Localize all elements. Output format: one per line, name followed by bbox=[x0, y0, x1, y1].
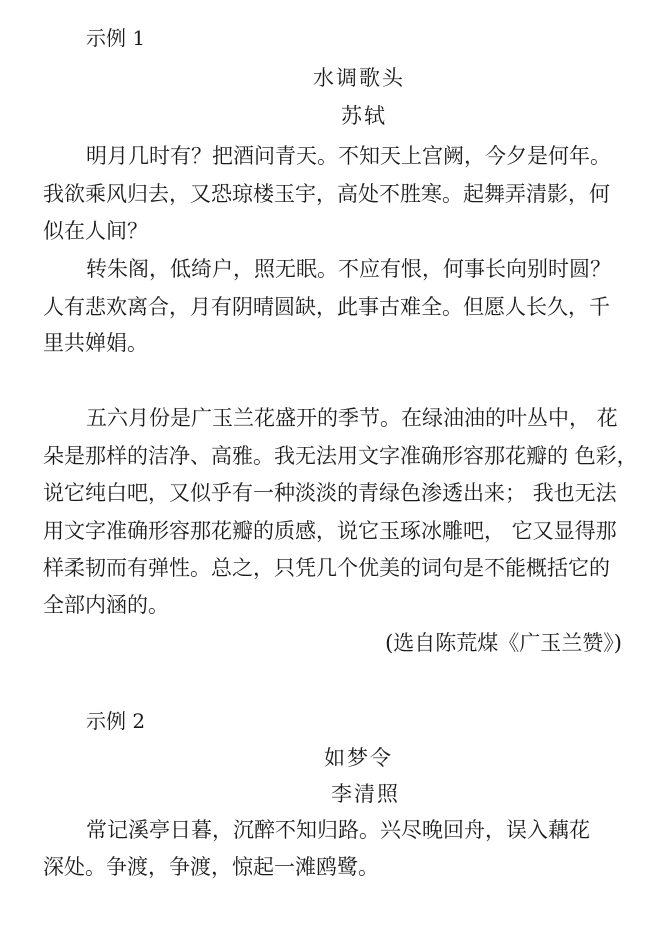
stanza2-line-2: 人有悲欢离合，月有阴晴圆缺，此事古难全。但愿人长久，千 bbox=[43, 295, 610, 319]
poem2-line-2: 深处。争渡，争渡，惊起一滩鸥鹭。 bbox=[43, 855, 379, 879]
prose-line-1: 五六月份是广玉兰花盛开的季节。在绿油油的叶丛中， 花 bbox=[86, 406, 618, 430]
poem-title-1: 水调歌头 bbox=[313, 66, 405, 90]
poem2-line-1: 常记溪亭日暮，沉醉不知归路。兴尽晚回舟，误入藕花 bbox=[86, 818, 590, 842]
stanza1-line-2: 我欲乘风归去，又恐琼楼玉宇，高处不胜寒。起舞弄清影，何 bbox=[43, 182, 610, 206]
poem-author-2: 李清照 bbox=[331, 782, 400, 806]
prose-line-4: 用文字准确形容那花瓣的质感，说它玉琢冰雕吧， 它又显得那 bbox=[43, 519, 617, 543]
stanza1-line-3: 似在人间？ bbox=[43, 219, 148, 243]
prose-line-6: 全部内涵的。 bbox=[43, 593, 169, 617]
prose-line-3: 说它纯白吧，又似乎有一种淡淡的青绿色渗透出来； 我也无法 bbox=[43, 481, 617, 505]
example-2-label: 示例 2 bbox=[86, 709, 146, 733]
prose-line-5: 样柔韧而有弹性。总之，只凭几个优美的词句是不能概括它的 bbox=[43, 556, 610, 580]
source-citation: (选自陈荒煤《广玉兰赞》) bbox=[385, 631, 622, 655]
poem-title-2: 如梦令 bbox=[324, 746, 393, 770]
stanza2-line-1: 转朱阁，低绮户，照无眠。不应有恨，何事长向别时圆？ bbox=[86, 257, 611, 281]
example-1-label: 示例 1 bbox=[86, 26, 146, 50]
prose-line-2: 朵是那样的洁净、高雅。我无法用文字准确形容那花瓣的 色彩， bbox=[43, 444, 638, 468]
poem-author-1: 苏轼 bbox=[341, 104, 387, 128]
stanza1-line-1: 明月几时有？把酒问青天。不知天上宫阙，今夕是何年。 bbox=[86, 144, 611, 168]
stanza2-line-3: 里共婵娟。 bbox=[43, 331, 148, 355]
